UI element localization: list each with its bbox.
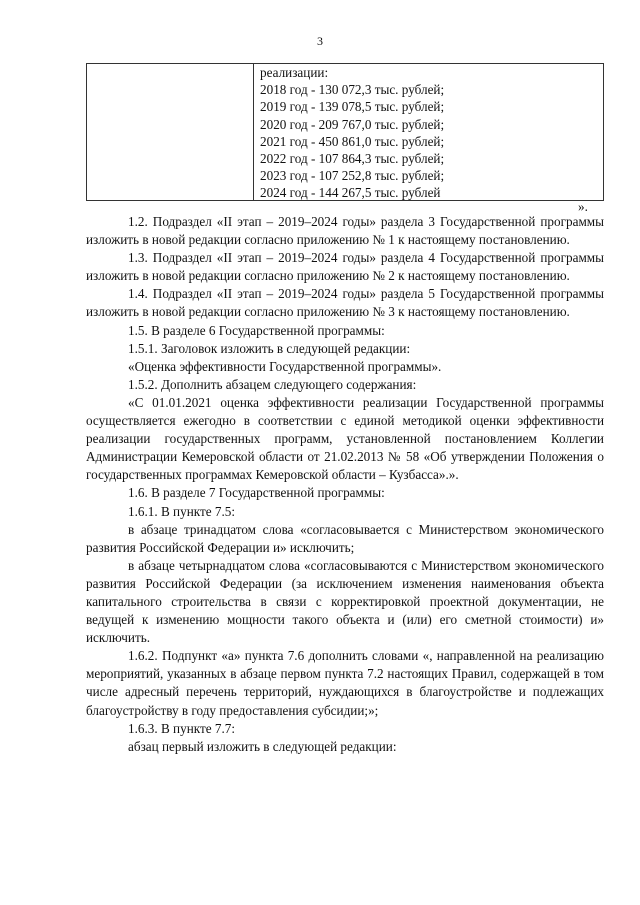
- paragraph: «С 01.01.2021 оценка эффективности реализации Государственной программы осуществляется ежегодно в соответствии с единой методикой оценки эффективности реализации государственных программ, установленной постановлением Коллегии Администрации Кемеровской области от 21.02.2013 № 58 «Об утверждении Положения о государственных программах Кемеровской области – Кузбасса».».: [86, 394, 604, 483]
- page-number: 3: [317, 34, 323, 48]
- funding-table: [86, 63, 604, 201]
- paragraph: 1.3. Подраздел «II этап – 2019–2024 годы» раздела 4 Государственной программы изложить в новой редакции согласно приложению № 2 к настоящему постановлению.: [86, 250, 604, 284]
- closing-quote: ».: [578, 199, 588, 214]
- table-line: 2024 год - 144 267,5 тыс. рублей: [260, 185, 441, 201]
- table-line: 2018 год - 130 072,3 тыс. рублей;: [260, 82, 445, 98]
- table-line: реализации:: [260, 65, 329, 80]
- paragraph: 1.6.3. В пункте 7.7:: [128, 720, 236, 736]
- paragraph: 1.5.2. Дополнить абзацем следующего содержания:: [128, 376, 417, 392]
- paragraph: 1.5. В разделе 6 Государственной программы:: [128, 322, 385, 338]
- table-column-divider: [253, 64, 254, 200]
- table-line: 2021 год - 450 861,0 тыс. рублей;: [260, 133, 445, 149]
- paragraph: «Оценка эффективности Государственной программы».: [128, 358, 442, 374]
- table-line: 2020 год - 209 767,0 тыс. рублей;: [260, 116, 445, 132]
- paragraph: абзац первый изложить в следующей редакции:: [128, 738, 397, 754]
- paragraph: 1.2. Подраздел «II этап – 2019–2024 годы» раздела 3 Государственной программы изложить в новой редакции согласно приложению № 1 к настоящему постановлению.: [86, 214, 604, 248]
- paragraph: в абзаце тринадцатом слова «согласовывается с Министерством экономического развития Российской Федерации и» исключить;: [86, 521, 604, 555]
- table-line: 2023 год - 107 252,8 тыс. рублей;: [260, 168, 445, 184]
- body-text: [86, 213, 604, 756]
- paragraph: в абзаце четырнадцатом слова «согласовываются с Министерством экономического развития Российской Федерации (за исключением изменения наименования объекта капитального строительства в связи с корректировкой проектной документации, не ведущей к изменению мощности такого объекта и (или) его сметной стоимости) и» исключить.: [86, 557, 604, 646]
- paragraph: 1.6.2. Подпункт «а» пункта 7.6 дополнить словами «, направленной на реализацию мероприятий, указанных в абзаце первом пункта 7.2 настоящих Правил, содержащей в том числе адресный перечень территорий, нуждающихся в благоустройстве и подлежащих благоустройству в году предоставления субсидии;»;: [86, 648, 604, 718]
- paragraph: 1.6. В разделе 7 Государственной программы:: [128, 485, 385, 501]
- table-line: 2022 год - 107 864,3 тыс. рублей;: [260, 151, 445, 167]
- paragraph: 1.4. Подраздел «II этап – 2019–2024 годы» раздела 5 Государственной программы изложить в новой редакции согласно приложению № 3 к настоящему постановлению.: [86, 286, 604, 320]
- table-cell-funding: [260, 64, 599, 202]
- paragraph: 1.6.1. В пункте 7.5:: [128, 503, 236, 519]
- paragraph: 1.5.1. Заголовок изложить в следующей редакции:: [128, 340, 411, 356]
- table-line: 2019 год - 139 078,5 тыс. рублей;: [260, 99, 445, 115]
